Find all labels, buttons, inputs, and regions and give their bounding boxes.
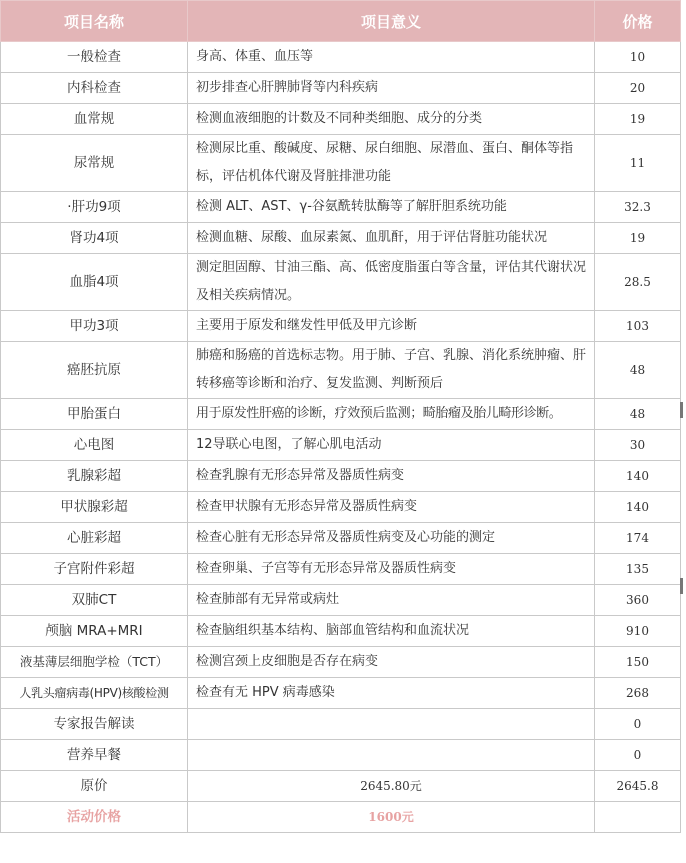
promo-empty-cell: [595, 802, 681, 833]
item-price: 19: [595, 104, 681, 135]
table-header-row: [1, 1, 681, 42]
item-meaning: 检测血糖、尿酸、血尿素氮、血肌酐，用于评估肾脏功能状况: [188, 223, 595, 254]
table-row: [1, 461, 681, 492]
table-row: [1, 254, 681, 311]
item-meaning: 检查心脏有无形态异常及器质性病变及心功能的测定: [188, 523, 595, 554]
item-meaning: 检查卵巢、子宫等有无形态异常及器质性病变: [188, 554, 595, 585]
item-price: 135: [595, 554, 681, 585]
item-name: 甲功3项: [1, 311, 188, 342]
table-row: [1, 740, 681, 771]
table-row: [1, 399, 681, 430]
item-name: 尿常规: [1, 135, 188, 192]
item-name: 营养早餐: [1, 740, 188, 771]
item-price: 174: [595, 523, 681, 554]
item-price: 28.5: [595, 254, 681, 311]
table-row: [1, 554, 681, 585]
item-price: 140: [595, 492, 681, 523]
item-meaning: [188, 709, 595, 740]
item-name: 心脏彩超: [1, 523, 188, 554]
table-row: [1, 104, 681, 135]
total-value: 2645.80元: [188, 771, 595, 802]
table-row: [1, 135, 681, 192]
item-name: 甲胎蛋白: [1, 399, 188, 430]
table-row: [1, 709, 681, 740]
header-price: 价格: [595, 1, 681, 42]
item-name: 一般检查: [1, 42, 188, 73]
scroll-marker: [680, 578, 683, 594]
item-meaning: [188, 740, 595, 771]
total-label: 原价: [1, 771, 188, 802]
promo-row: [1, 802, 681, 833]
item-meaning: 用于原发性肝癌的诊断，疗效预后监测；畸胎瘤及胎儿畸形诊断。: [188, 399, 595, 430]
item-name: 血常规: [1, 104, 188, 135]
item-name: 血脂4项: [1, 254, 188, 311]
item-name: 人乳头瘤病毒(HPV)核酸检测: [1, 678, 188, 709]
scroll-marker: [680, 402, 683, 418]
item-price: 103: [595, 311, 681, 342]
table-row: [1, 616, 681, 647]
item-meaning: 检查乳腺有无形态异常及器质性病变: [188, 461, 595, 492]
item-name: 乳腺彩超: [1, 461, 188, 492]
item-name: 专家报告解读: [1, 709, 188, 740]
item-name: 双肺CT: [1, 585, 188, 616]
item-meaning: 初步排查心肝脾肺肾等内科疾病: [188, 73, 595, 104]
item-meaning: 检测血液细胞的计数及不同种类细胞、成分的分类: [188, 104, 595, 135]
item-price: 10: [595, 42, 681, 73]
item-meaning: 检测 ALT、AST、γ-谷氨酰转肽酶等了解肝胆系统功能: [188, 192, 595, 223]
total-row: [1, 771, 681, 802]
item-meaning: 检测尿比重、酸碱度、尿糖、尿白细胞、尿潜血、蛋白、酮体等指标，评估机体代谢及肾脏排泄功能: [188, 135, 595, 192]
item-meaning: 检查脑组织基本结构、脑部血管结构和血流状况: [188, 616, 595, 647]
table-row: [1, 430, 681, 461]
table-row: [1, 585, 681, 616]
item-price: 140: [595, 461, 681, 492]
item-meaning: 检查甲状腺有无形态异常及器质性病变: [188, 492, 595, 523]
item-meaning: 检测宫颈上皮细胞是否存在病变: [188, 647, 595, 678]
item-name: 甲状腺彩超: [1, 492, 188, 523]
item-meaning: 身高、体重、血压等: [188, 42, 595, 73]
item-price: 910: [595, 616, 681, 647]
item-name: 颅脑 MRA+MRI: [1, 616, 188, 647]
table-row: [1, 678, 681, 709]
item-price: 11: [595, 135, 681, 192]
promo-value: 1600元: [188, 802, 595, 833]
item-price: 268: [595, 678, 681, 709]
table-row: [1, 73, 681, 104]
table-row: [1, 492, 681, 523]
item-name: 内科检查: [1, 73, 188, 104]
item-name: 心电图: [1, 430, 188, 461]
total-price: 2645.8: [595, 771, 681, 802]
table-row: [1, 42, 681, 73]
item-price: 19: [595, 223, 681, 254]
table-row: [1, 647, 681, 678]
item-name: 液基薄层细胞学检（TCT）: [1, 647, 188, 678]
item-name: ·肝功9项: [1, 192, 188, 223]
item-price: 48: [595, 342, 681, 399]
item-name: 肾功4项: [1, 223, 188, 254]
item-price: 30: [595, 430, 681, 461]
promo-label: 活动价格: [1, 802, 188, 833]
header-item-name: 项目名称: [1, 1, 188, 42]
item-price: 360: [595, 585, 681, 616]
table-row: [1, 342, 681, 399]
table-row: [1, 523, 681, 554]
item-name: 子宫附件彩超: [1, 554, 188, 585]
header-item-meaning: 项目意义: [188, 1, 595, 42]
item-price: 32.3: [595, 192, 681, 223]
table-row: [1, 223, 681, 254]
table-row: [1, 311, 681, 342]
item-meaning: 检查肺部有无异常或病灶: [188, 585, 595, 616]
item-price: 48: [595, 399, 681, 430]
item-price: 20: [595, 73, 681, 104]
item-meaning: 12导联心电图，了解心肌电活动: [188, 430, 595, 461]
table-row: [1, 192, 681, 223]
item-price: 0: [595, 740, 681, 771]
item-meaning: 检查有无 HPV 病毒感染: [188, 678, 595, 709]
item-meaning: 肺癌和肠癌的首选标志物。用于肺、子宫、乳腺、消化系统肿瘤、肝转移癌等诊断和治疗、复发监测、判断预后: [188, 342, 595, 399]
item-price: 0: [595, 709, 681, 740]
item-price: 150: [595, 647, 681, 678]
item-name: 癌胚抗原: [1, 342, 188, 399]
item-meaning: 测定胆固醇、甘油三酯、高、低密度脂蛋白等含量，评估其代谢状况及相关疾病情况。: [188, 254, 595, 311]
item-meaning: 主要用于原发和继发性甲低及甲亢诊断: [188, 311, 595, 342]
